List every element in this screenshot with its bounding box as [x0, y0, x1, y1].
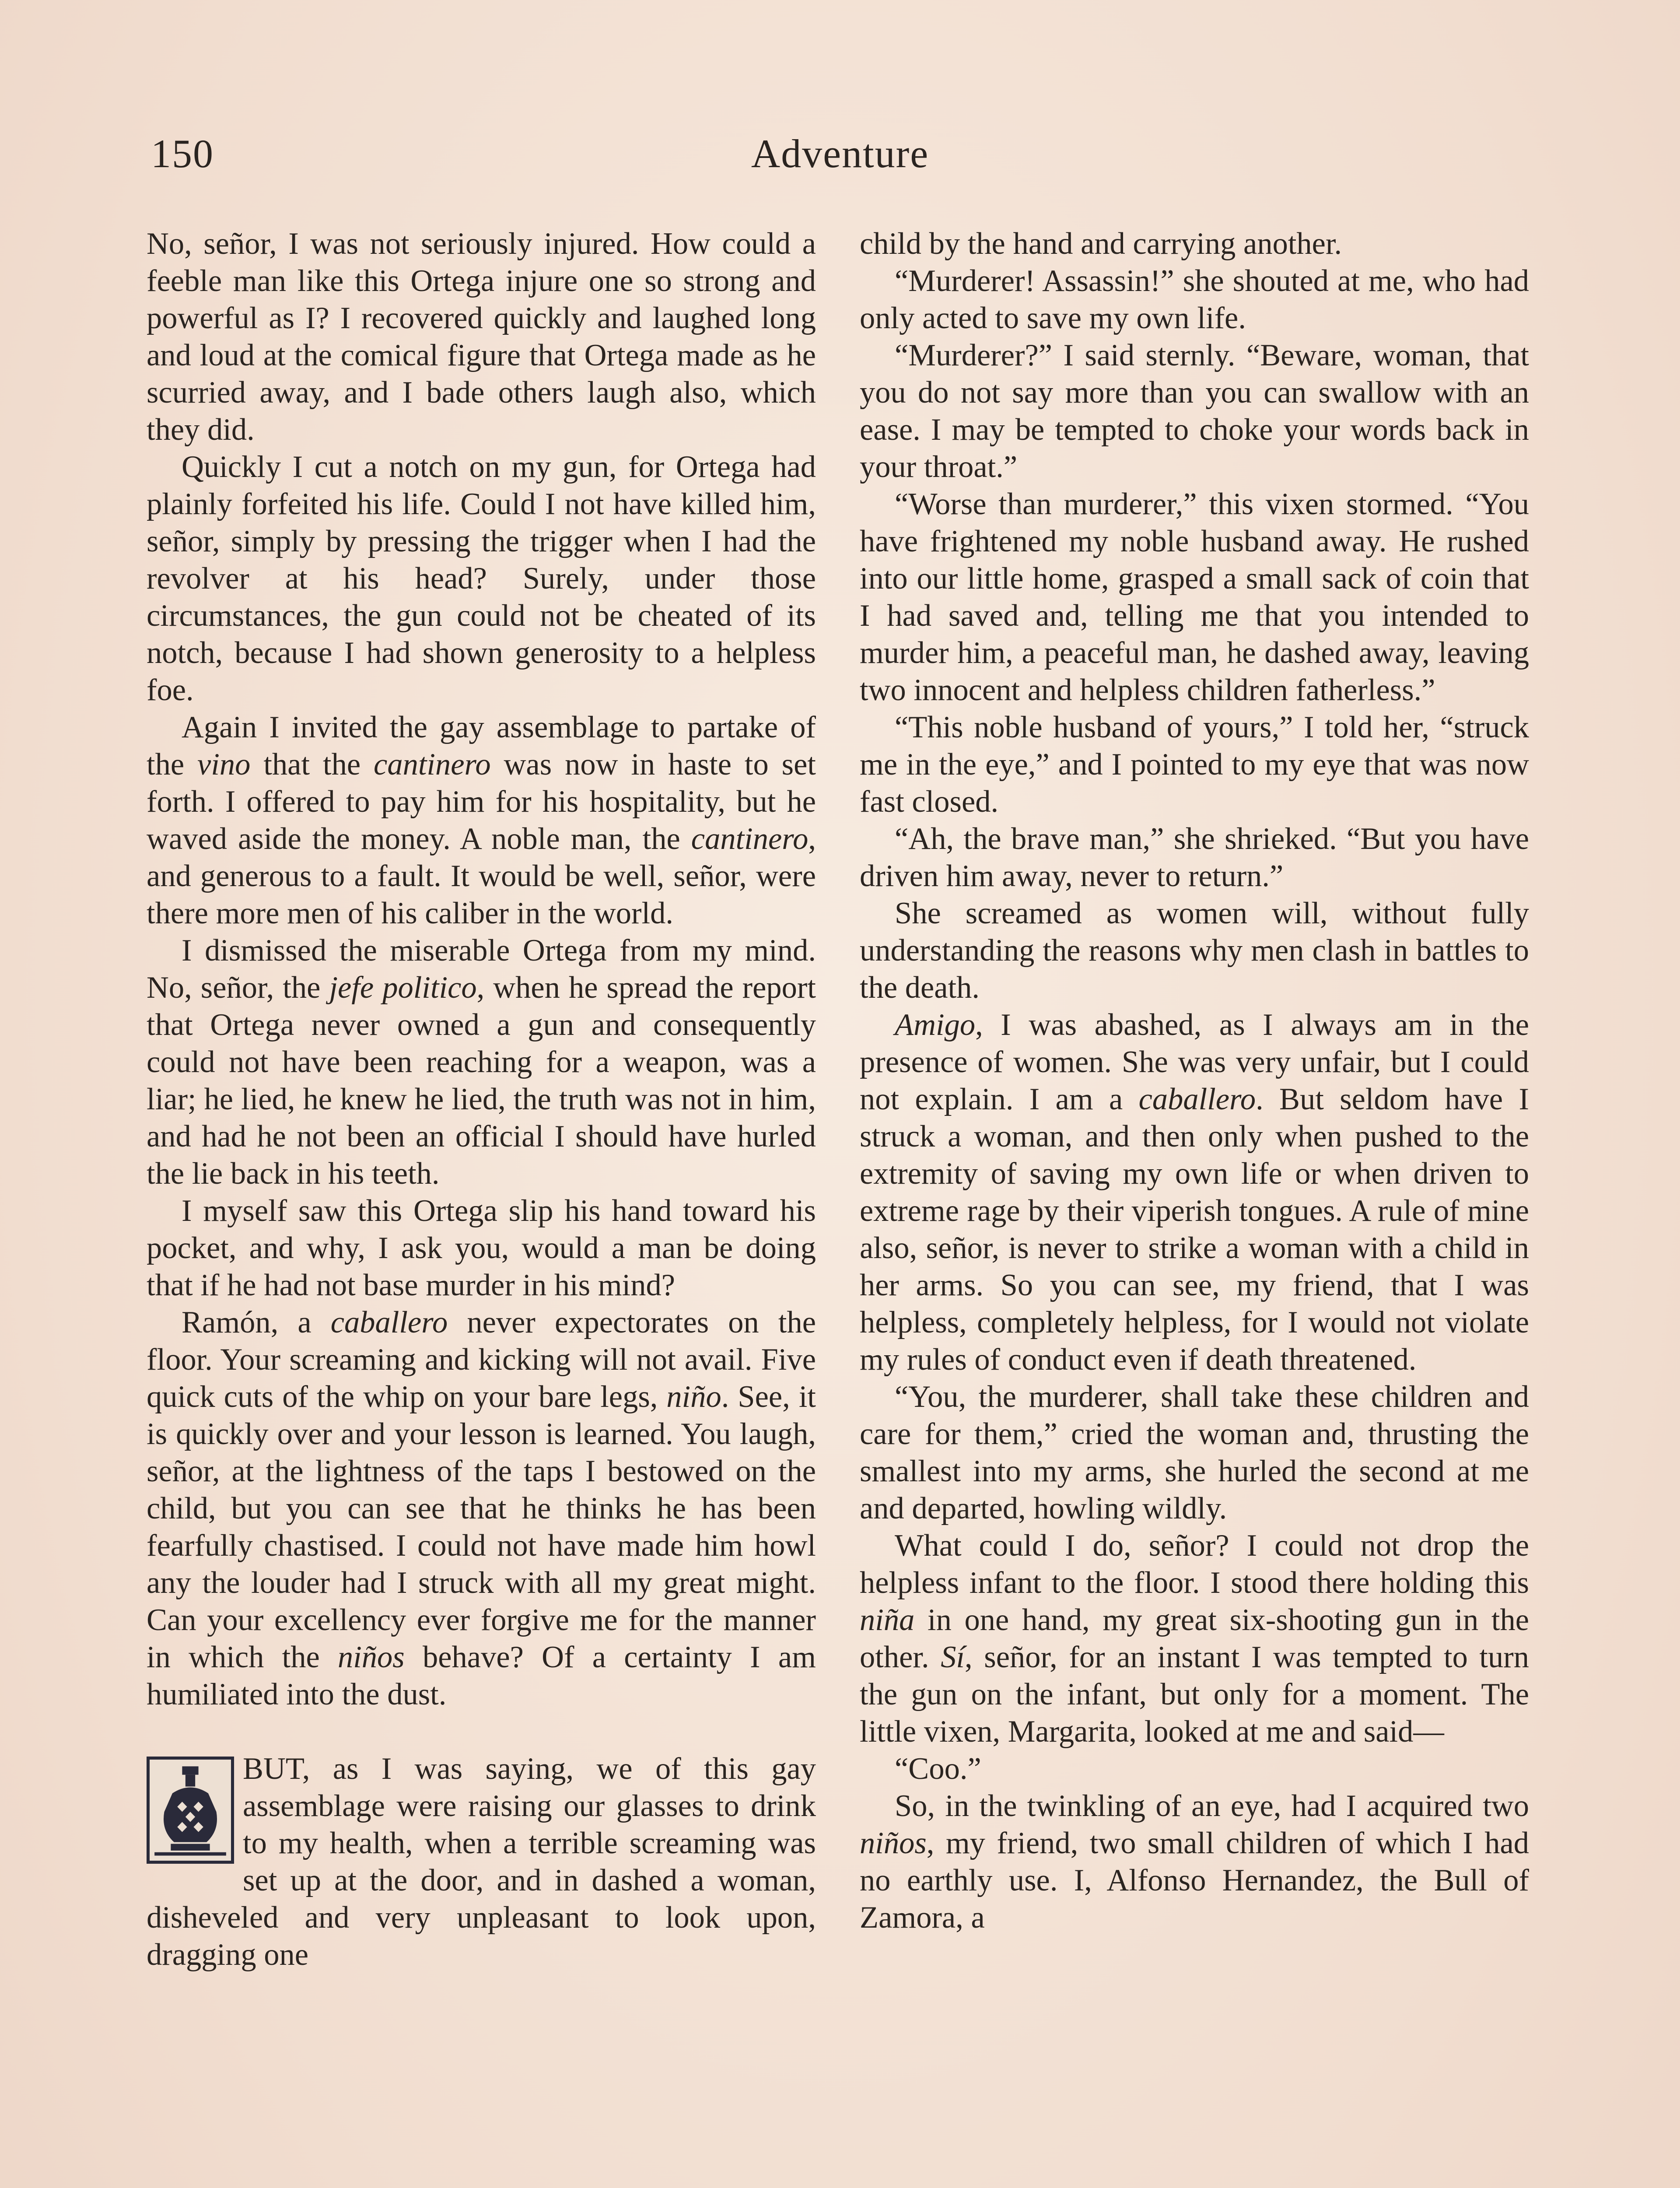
paragraph [860, 1378, 1529, 1527]
italic-text: vino [197, 747, 251, 782]
text-run: “Worse than murderer,” this vixen stormed. “You have frightened my noble husband away. He rushed into our little home, grasped a small sack of coin that I had saved and, telling me that you intended to murder him, a peaceful man, he dashed away, leaving two innocent and helpless children fatherless.” [860, 487, 1529, 707]
text-run: that the [250, 747, 374, 782]
text-run: She screamed as women will, without fully understanding the reasons why men clash in battles to the death. [860, 896, 1529, 1005]
paragraph [860, 263, 1529, 337]
italic-text: niña [860, 1603, 915, 1637]
italic-text: niños [337, 1640, 405, 1674]
decorative-vase-icon [147, 1757, 234, 1864]
running-head: Adventure [751, 131, 929, 176]
italic-text: cantinero [374, 747, 491, 782]
paragraph [860, 1006, 1529, 1378]
text-run: No, señor, I was not seriously injured. How could a feeble man like this Ortega injure one so strong and powerful as I? I recovered quickly and laughed long and loud at the comical figure that Ortega made as he scurried away, and I bade others laugh also, which they did. [147, 227, 816, 447]
text-run: “Ah, the brave man,” she shrieked. “But you have driven him away, never to return.” [860, 822, 1529, 893]
text-run: I dismissed the miserable Ortega from my mind. No, señor, the [147, 933, 816, 1005]
text-run: Ramón, a [182, 1305, 331, 1339]
left-column [147, 225, 816, 1974]
paragraph [147, 1750, 816, 1974]
text-run: “You, the murderer, shall take these children and care for them,” cried the woman and, thrusting the smallest into my arms, she hurled the second at me and departed, howling wildly. [860, 1380, 1529, 1525]
paragraph [147, 1192, 816, 1304]
text-run: What could I do, señor? I could not drop the helpless infant to the floor. I stood there holding this [860, 1529, 1529, 1600]
paragraph [860, 225, 1529, 263]
text-run: “Murderer! Assassin!” she shouted at me, who had only acted to save my own life. [860, 264, 1529, 335]
italic-text: cantinero [691, 822, 808, 856]
text-run: , when he spread the report that Ortega never owned a gun and consequently could not have been reaching for a weapon, was a liar; he lied, he knew he lied, the truth was not in him, and had he not been an official I should have hurled the lie back in his teeth. [147, 971, 816, 1191]
text-run: never expectorates on the floor. Your screaming and kicking will not avail. Five quick cuts of the whip on your bare legs, [147, 1305, 816, 1414]
italic-text: Sí [941, 1640, 965, 1674]
text-run: I myself saw this Ortega slip his hand toward his pocket, and why, I ask you, would a man be doing that if he had not base murder in his mind? [147, 1194, 816, 1302]
paragraph [860, 895, 1529, 1006]
italic-text: caballero [1138, 1082, 1256, 1116]
paragraph [860, 1788, 1529, 1936]
paragraph [147, 225, 816, 449]
paragraph [147, 932, 816, 1192]
text-run: , señor, for an instant I was tempted to turn the gun on the infant, but only for a moment. The little vixen, Margarita, looked at me and said— [860, 1640, 1529, 1749]
text-run: “Coo.” [895, 1752, 981, 1786]
paragraph [147, 709, 816, 932]
right-column [860, 225, 1529, 1936]
text-run: “Murderer?” I said sternly. “Beware, woman, that you do not say more than you can swallow with an ease. I may be tempted to choke your words back in your throat.” [860, 338, 1529, 484]
paragraph [860, 1750, 1529, 1788]
text-run: “This noble husband of yours,” I told her, “struck me in the eye,” and I pointed to my eye that was now fast closed. [860, 710, 1529, 819]
text-run: Quickly I cut a notch on my gun, for Ortega had plainly forfeited his life. Could I not have killed him, señor, simply by pressing the trigger when I had the revolver at his head? Surely, under those circumstances, the gun could not be cheated of its notch, because I had shown generosity to a helpless foe. [147, 450, 816, 707]
text-run: , I was abashed, as I always am in the presence of women. She was very unfair, but I could not explain. I am a [860, 1008, 1529, 1116]
italic-text: caballero [330, 1305, 448, 1339]
italic-text: Amigo [895, 1008, 976, 1042]
text-run: in one hand, my great six-shooting gun in the other. [860, 1603, 1529, 1674]
paragraph [860, 486, 1529, 709]
text-run: was now in haste to set forth. I offered to pay him for his hospitality, but he waved aside the money. A noble man, the [147, 747, 816, 856]
italic-text: niño [666, 1380, 721, 1414]
text-run: behave? Of a certainty I am humiliated into the dust. [147, 1640, 816, 1711]
text-run: , and generous to a fault. It would be well, señor, were there more men of his caliber in the world. [147, 822, 816, 930]
text-run: Again I invited the gay assemblage to partake of the [147, 710, 816, 782]
italic-text: niños [860, 1826, 927, 1860]
paragraph [860, 337, 1529, 486]
paragraph [860, 820, 1529, 895]
text-run: BUT, as I was saying, we of this gay assemblage were raising our glasses to drink to my health, when a terrible screaming was set up at the door, and in dashed a woman, disheveled and very unpleasant to look upon, dragging one [147, 1752, 816, 1972]
text-run: child by the hand and carrying another. [860, 227, 1342, 261]
paragraph [860, 1527, 1529, 1750]
text-run: . But seldom have I struck a woman, and then only when pushed to the extremity of saving my own life or when driven to extreme rage by their viperish tongues. A rule of mine also, señor, is never to strike a woman with a child in her arms. So you can see, my friend, that I was helpless, completely helpless, for I would not violate my rules of conduct even if death threatened. [860, 1082, 1529, 1377]
italic-text: jefe politico [329, 971, 477, 1005]
text-run: So, in the twinkling of an eye, had I acquired two [895, 1789, 1529, 1823]
paragraph [860, 709, 1529, 820]
page-number: 150 [151, 131, 214, 176]
text-run: . See, it is quickly over and your lesson is learned. You laugh, señor, at the lightness of the taps I bestowed on the child, but you can see that he thinks he has been fearfully chastised. I could not have made him howl any the louder had I struck with all my great might. Can your excellency ever forgive me for the manner in which the [147, 1380, 816, 1674]
text-run: , my friend, two small children of which I had no earthly use. I, Alfonso Hernandez, the Bull of Zamora, a [860, 1826, 1529, 1935]
paragraph [147, 449, 816, 709]
paragraph [147, 1304, 816, 1713]
